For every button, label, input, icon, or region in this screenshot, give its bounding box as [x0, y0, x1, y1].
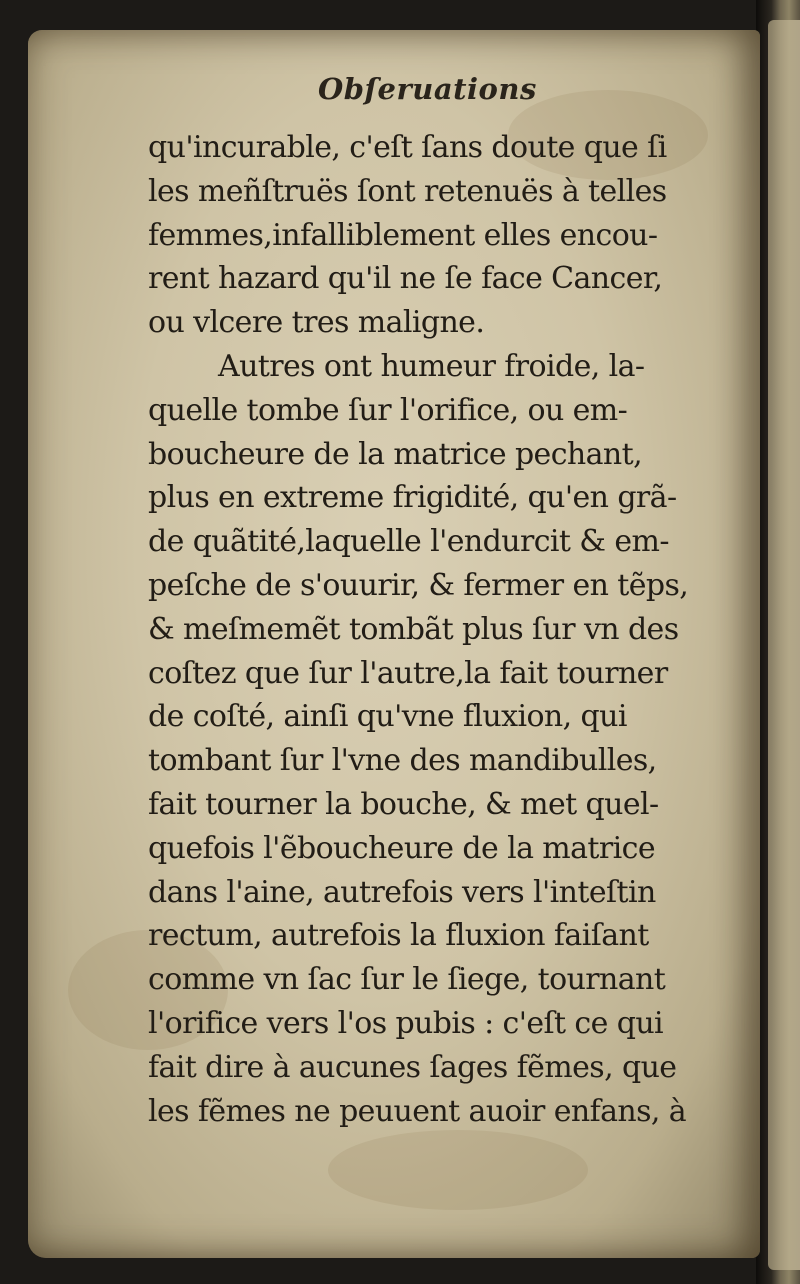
text-line: comme vn ſac ſur le ſiege, tournant	[148, 962, 666, 998]
text-line: plus en extreme frigidité, qu'en grã-	[148, 480, 677, 516]
text-line: rent hazard qu'il ne ſe face Cancer,	[148, 261, 663, 297]
body-text	[148, 126, 748, 1133]
text-line: peſche de s'ouurir, & fermer en tẽps,	[148, 567, 689, 603]
paragraph-start-line: Autres ont humeur froide, la-	[218, 348, 645, 384]
text-line: fait dire à aucunes ſages fẽmes, que	[148, 1049, 677, 1085]
text-line: boucheure de la matrice pechant,	[148, 436, 643, 472]
paper-stain	[328, 1130, 588, 1210]
running-title: Obſeruations	[318, 72, 537, 106]
text-line: qu'incurable, c'eſt ſans doute que ſi	[148, 130, 667, 165]
text-line: ou vlcere tres maligne.	[148, 305, 485, 341]
text-line: l'orifice vers l'os pubis : c'eſt ce qui	[148, 1005, 664, 1041]
text-line: dans l'aine, autrefois vers l'inteſtin	[148, 874, 656, 910]
text-line: de quãtité,laquelle l'endurcit & em-	[148, 524, 669, 560]
text-line: coſtez que ſur l'autre,la fait tourner	[148, 655, 668, 691]
text-line: femmes,infalliblement elles encou-	[148, 217, 658, 253]
text-line: tombant ſur l'vne des mandibulles,	[148, 743, 657, 779]
text-line: les meñſtruës ſont retenuës à telles	[148, 173, 667, 209]
text-line: fait tourner la bouche, & met quel-	[148, 786, 659, 822]
text-line: les fẽmes ne peuuent auoir enfans, à	[148, 1093, 687, 1129]
text-line: & meſmemẽt tombãt plus ſur vn des	[148, 611, 679, 647]
adjacent-page-edge	[768, 20, 800, 1270]
text-line: quelle tombe ſur l'orifice, ou em-	[148, 392, 628, 428]
text-line: de coſté, ainſi qu'vne fluxion, qui	[148, 699, 627, 735]
text-line: quefois l'ẽboucheure de la matrice	[148, 830, 655, 866]
text-line: rectum, autrefois la fluxion faiſant	[148, 918, 649, 954]
